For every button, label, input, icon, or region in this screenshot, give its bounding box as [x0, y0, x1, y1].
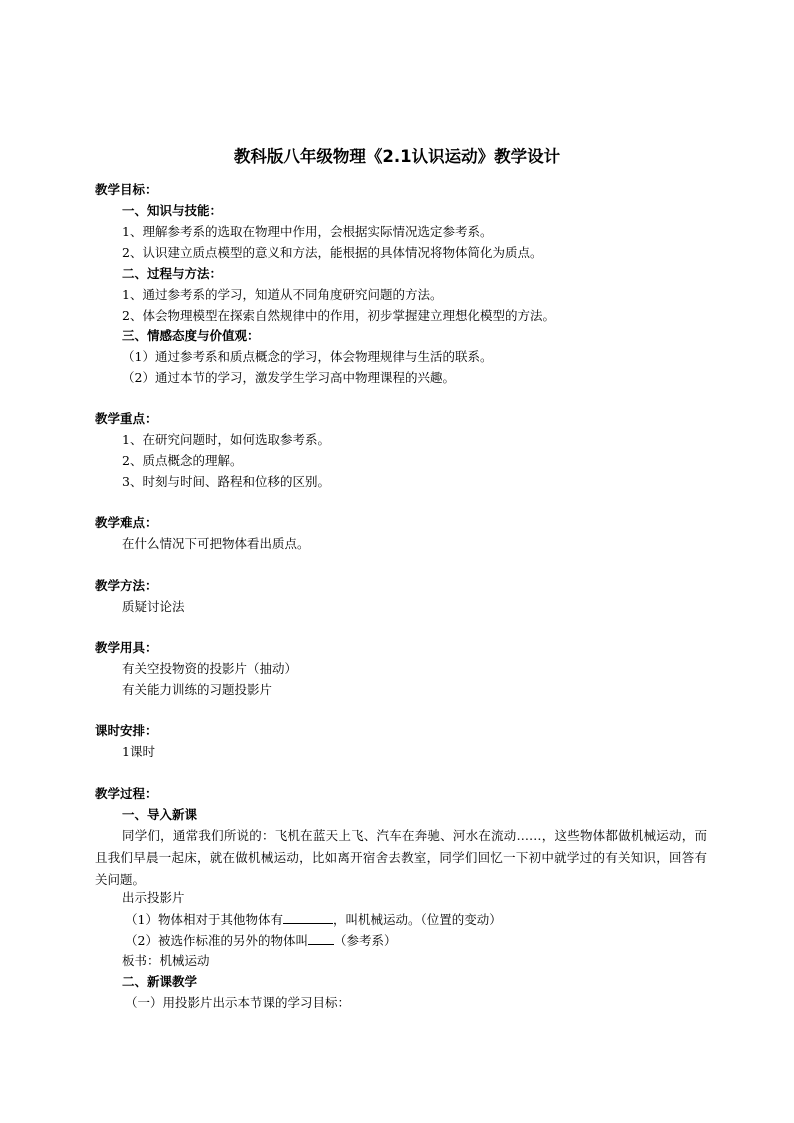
knowledge-heading: 一、知识与技能： [122, 203, 223, 218]
document-title: 教科版八年级物理《2.1认识运动》教学设计 [233, 147, 561, 166]
process-heading: 二、过程与方法： [122, 266, 223, 281]
question-2-suffix: （参考系） [333, 933, 397, 948]
tool-item-2: 有关能力训练的习题投影片 [122, 682, 273, 697]
new-lesson-heading: 二、新课教学 [122, 974, 198, 989]
key-point-1: 1、在研究问题时，如何选取参考系。 [122, 432, 330, 447]
key-points-heading: 教学重点： [95, 411, 158, 426]
tools-heading: 教学用具： [95, 640, 158, 655]
procedure-heading: 教学过程： [95, 786, 158, 801]
show-slide-text: 出示投影片 [122, 890, 185, 905]
key-point-3: 3、时刻与时间、路程和位移的区别。 [122, 474, 330, 489]
question-2-prefix: （2）被选作标准的另外的物体叫 [125, 933, 308, 948]
methods-heading: 教学方法： [95, 578, 158, 593]
key-point-2: 2、质点概念的理解。 [122, 453, 243, 468]
objectives-heading: 教学目标： [95, 182, 158, 197]
intro-paragraph: 同学们，通常我们所说的：飞机在蓝天上飞、汽车在奔驰、河水在流动……，这些物体都做机械运动，而且我们早晨一起床，就在做机械运动，比如离开宿舍去教室，同学们回忆一下初中就学过的有关知识，回答有关问题。 [95, 828, 707, 887]
question-2 [125, 931, 396, 950]
schedule-text: 1课时 [122, 744, 155, 759]
tool-item-1: 有关空投物资的投影片（抽动） [122, 661, 298, 676]
question-1-blank [283, 910, 333, 924]
question-1-prefix: （1）物体相对于其他物体有 [125, 912, 283, 927]
attitude-item-2: （2）通过本节的学习，激发学生学习高中物理课程的兴趣。 [122, 370, 455, 385]
new-lesson-item-1: （一）用投影片出示本节课的学习目标： [125, 995, 351, 1010]
intro-heading: 一、导入新课 [122, 807, 198, 822]
schedule-heading: 课时安排： [95, 723, 158, 738]
knowledge-item-2: 2、认识建立质点模型的意义和方法，能根据的具体情况将物体简化为质点。 [122, 245, 543, 260]
attitude-item-1: （1）通过参考系和质点概念的学习，体会物理规律与生活的联系。 [122, 349, 493, 364]
process-item-2: 2、体会物理模型在探索自然规律中的作用，初步掌握建立理想化模型的方法。 [122, 308, 555, 323]
process-item-1: 1、通过参考系的学习，知道从不同角度研究问题的方法。 [122, 287, 443, 302]
knowledge-item-1: 1、理解参考系的选取在物理中作用，会根据实际情况选定参考系。 [122, 224, 493, 239]
question-2-blank [308, 931, 334, 945]
question-1 [125, 910, 502, 929]
attitude-heading: 三、情感态度与价值观： [122, 328, 260, 343]
question-1-suffix: ，叫机械运动。（位置的变动） [332, 912, 502, 927]
difficulties-text: 在什么情况下可把物体看出质点。 [122, 536, 310, 551]
board-text: 板书：机械运动 [122, 953, 210, 968]
difficulties-heading: 教学难点： [95, 515, 158, 530]
methods-text: 质疑讨论法 [122, 599, 185, 614]
